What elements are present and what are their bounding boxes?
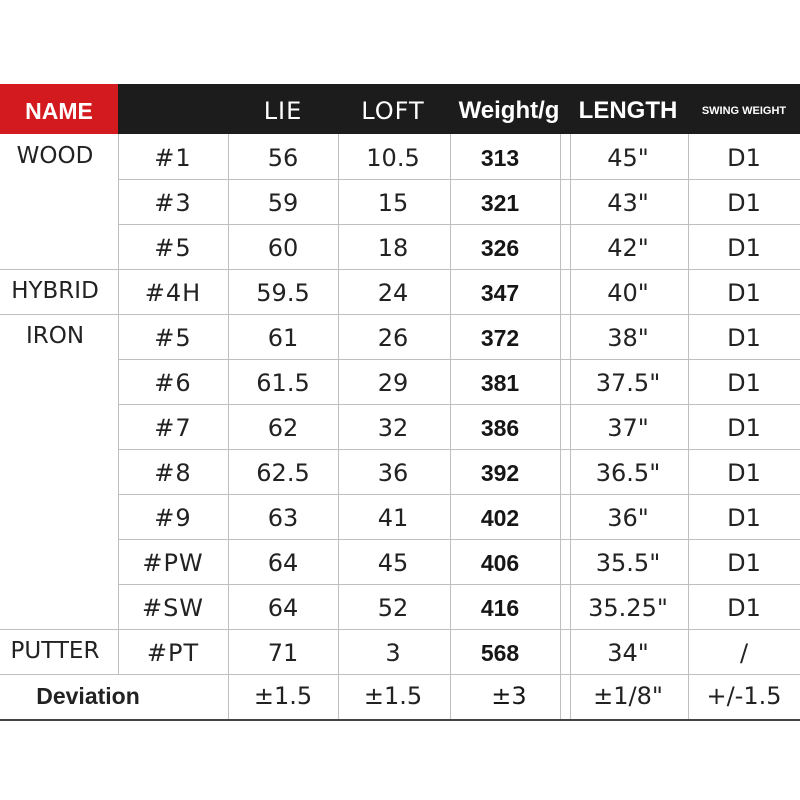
cell-swing: D1: [727, 594, 761, 622]
club-spec-table: [0, 84, 800, 710]
cell-loft: 52: [377, 594, 409, 622]
cell-length: 36.5": [595, 459, 661, 487]
cell-lie: 61.5: [256, 369, 310, 397]
cell-name: WOOD: [16, 143, 94, 169]
cell-loft: 24: [377, 279, 409, 307]
cell-model: #4H: [144, 279, 202, 307]
cell-model: #7: [154, 414, 192, 442]
cell-weight: 406: [480, 550, 520, 576]
header-weight: Weight/g: [458, 97, 560, 124]
cell-model: #9: [154, 504, 192, 532]
deviation-length: ±1/8": [593, 682, 663, 710]
cell-length: 43": [607, 189, 649, 217]
cell-loft: 10.5: [366, 144, 420, 172]
column-divider: [228, 134, 229, 719]
cell-length: 38": [607, 324, 649, 352]
cell-weight: 313: [480, 145, 520, 171]
column-divider: [338, 134, 339, 719]
table-row: [0, 134, 800, 179]
cell-lie: 64: [267, 549, 299, 577]
cell-loft: 36: [377, 459, 409, 487]
cell-length: 35.5": [595, 549, 661, 577]
cell-weight: 381: [480, 370, 520, 396]
cell-length: 36": [607, 504, 649, 532]
cell-lie: 59.5: [256, 279, 310, 307]
table-row: [0, 179, 800, 224]
cell-name: PUTTER: [10, 638, 100, 664]
cell-lie: 59: [267, 189, 299, 217]
column-divider: [688, 134, 689, 719]
cell-weight: 568: [480, 640, 520, 666]
cell-weight: 347: [480, 280, 520, 306]
cell-weight: 402: [480, 505, 520, 531]
header-length: LENGTH: [578, 97, 678, 124]
cell-model: #SW: [141, 594, 205, 622]
row-divider: [118, 224, 800, 225]
table-row: [0, 269, 800, 314]
header-lie: LIE: [263, 97, 303, 125]
cell-weight: 386: [480, 415, 520, 441]
table-bottom-border: [0, 719, 800, 721]
header-swing-weight: SWING WEIGHT: [701, 105, 787, 117]
cell-swing: D1: [727, 144, 761, 172]
row-divider: [118, 539, 800, 540]
cell-lie: 63: [267, 504, 299, 532]
cell-model: #PT: [146, 639, 200, 667]
table-row: [0, 314, 800, 359]
cell-model: #5: [154, 324, 192, 352]
row-divider: [118, 494, 800, 495]
cell-loft: 15: [377, 189, 409, 217]
row-divider: [0, 629, 800, 630]
cell-swing: D1: [727, 279, 761, 307]
cell-lie: 62: [267, 414, 299, 442]
column-divider: [570, 134, 571, 719]
table-row: [0, 224, 800, 269]
table-row: [0, 539, 800, 584]
cell-loft: 32: [377, 414, 409, 442]
row-divider: [118, 584, 800, 585]
row-divider: [118, 179, 800, 180]
cell-loft: 18: [377, 234, 409, 262]
cell-swing: D1: [727, 549, 761, 577]
cell-lie: 61: [267, 324, 299, 352]
cell-lie: 62.5: [256, 459, 310, 487]
cell-swing: D1: [727, 189, 761, 217]
cell-model: #1: [154, 144, 192, 172]
deviation-swing: +/-1.5: [706, 682, 782, 710]
deviation-loft: ±1.5: [363, 682, 423, 710]
row-divider: [118, 449, 800, 450]
cell-weight: 392: [480, 460, 520, 486]
cell-lie: 56: [267, 144, 299, 172]
deviation-row: [0, 674, 800, 719]
table-header: [0, 84, 800, 134]
cell-length: 42": [607, 234, 649, 262]
table-row: [0, 359, 800, 404]
table-row: [0, 404, 800, 449]
cell-loft: 26: [377, 324, 409, 352]
cell-model: #8: [154, 459, 192, 487]
cell-lie: 60: [267, 234, 299, 262]
cell-swing: D1: [727, 324, 761, 352]
cell-length: 45": [607, 144, 649, 172]
cell-loft: 3: [385, 639, 401, 667]
cell-length: 37.5": [595, 369, 661, 397]
cell-swing: D1: [727, 504, 761, 532]
cell-model: #6: [154, 369, 192, 397]
cell-model: #PW: [142, 549, 204, 577]
cell-weight: 321: [480, 190, 520, 216]
header-loft: LOFT: [361, 97, 425, 125]
cell-weight: 326: [480, 235, 520, 261]
row-divider: [118, 404, 800, 405]
column-divider: [450, 134, 451, 719]
table-row: [0, 494, 800, 539]
table-row: [0, 629, 800, 674]
cell-loft: 29: [377, 369, 409, 397]
table-row: [0, 584, 800, 629]
table-row: [0, 449, 800, 494]
cell-name: HYBRID: [11, 278, 99, 304]
cell-loft: 41: [377, 504, 409, 532]
cell-length: 35.25": [588, 594, 668, 622]
header-name: NAME: [25, 98, 93, 124]
cell-length: 37": [607, 414, 649, 442]
cell-loft: 45: [377, 549, 409, 577]
cell-length: 34": [607, 639, 649, 667]
row-divider: [0, 674, 800, 675]
cell-model: #5: [154, 234, 192, 262]
column-divider: [560, 134, 561, 719]
cell-lie: 71: [267, 639, 299, 667]
deviation-label: Deviation: [36, 683, 140, 709]
cell-length: 40": [607, 279, 649, 307]
row-divider: [118, 359, 800, 360]
deviation-weight: ±3: [491, 682, 527, 710]
cell-swing: D1: [727, 414, 761, 442]
row-divider: [0, 314, 800, 315]
cell-lie: 64: [267, 594, 299, 622]
cell-weight: 372: [480, 325, 520, 351]
cell-swing: D1: [727, 369, 761, 397]
cell-model: #3: [154, 189, 192, 217]
cell-weight: 416: [480, 595, 520, 621]
cell-swing: D1: [727, 459, 761, 487]
cell-name: IRON: [25, 323, 85, 349]
row-divider: [0, 269, 800, 270]
deviation-lie: ±1.5: [253, 682, 313, 710]
cell-swing: /: [739, 639, 749, 667]
cell-swing: D1: [727, 234, 761, 262]
column-divider: [118, 134, 119, 674]
